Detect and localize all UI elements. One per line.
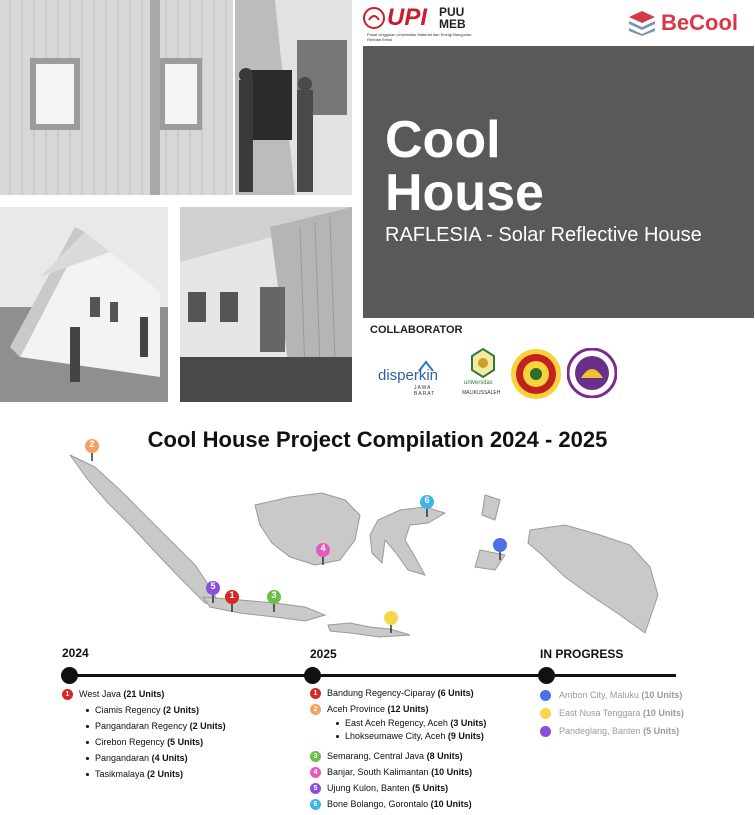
status-dot-icon [540,726,551,737]
item-units: (2 Units) [189,721,226,731]
becool-text: BeCool [661,10,738,35]
bullet-icon [86,773,89,776]
compilation-title: Cool House Project Compilation 2024 - 2025 [147,427,608,452]
bullet-icon [86,709,89,712]
map-pin-head [493,538,507,552]
bullet-icon [86,741,89,744]
item-name: Cirebon Regency [95,737,165,747]
number-badge: 1 [310,688,321,699]
item-name: East Nusa Tenggara [559,708,641,718]
list-item [62,718,226,734]
item-name: West Java [79,689,121,699]
item-units: (10 Units) [430,799,472,809]
upi-puu-meb-logo [363,4,475,42]
item-name: Banjar, South Kalimantan [327,767,429,777]
upi-emblem-icon [363,7,385,29]
becool-stack-icon [628,10,656,36]
item-units: (12 Units) [387,704,429,714]
list-item [62,734,226,750]
map-pin-label: 3 [271,590,277,600]
sumatra-island [70,455,220,605]
item-units: (5 Units) [643,726,680,736]
title-subtitle: RAFLESIA - Solar Reflective House [385,224,702,246]
list-item [540,722,684,740]
list-2024 [62,686,226,782]
bullet-icon [86,725,89,728]
list-item [62,750,226,766]
in-progress-label: IN PROGRESS [540,647,624,661]
map-pin-icon [492,537,508,561]
list-in-progress [540,686,684,740]
map-pin-label: 1 [229,590,235,600]
list-item [310,780,486,796]
map-pin-ambon [492,537,508,561]
item-name: Bone Bolango, Gorontalo [327,799,429,809]
upi-line2: MEB [439,17,466,31]
map-pin-head [384,611,398,625]
item-units: (4 Units) [151,753,188,763]
item-name: Aceh Province [327,704,386,714]
timeline-node-2025 [304,667,321,684]
list-item [62,702,226,718]
number-badge: 1 [62,689,73,700]
disperkim-logo [376,360,454,397]
list-item [310,764,486,780]
number-badge: 2 [310,704,321,715]
title-cool: Cool [385,111,501,169]
map-pin-label: 4 [320,543,326,553]
number-badge: 3 [310,751,321,762]
becool-logo [628,8,740,38]
collaborator-label: COLLABORATOR [370,324,463,336]
map-pin-1 [224,589,240,613]
map-pin-6 [419,494,435,518]
list-item [310,730,486,748]
malikussaleh-sub: MALIKUSSALEH [462,390,501,396]
item-units: (8 Units) [426,751,463,761]
item-units: (10 Units) [431,767,473,777]
malikussaleh-emblem-icon [470,348,496,378]
list-item [310,701,486,717]
list-item [310,796,486,812]
upi-caption: Pusat Unggulan Universitas Material dan Energi Bangunan Rendah Emisi [367,32,472,42]
map-pin-label: 2 [89,439,95,449]
item-units: (2 Units) [147,769,184,779]
item-name: Ciamis Regency [95,705,161,715]
status-dot-icon [540,708,551,719]
upi-mark: UPI [387,4,428,31]
item-name: Ujung Kulon, Banten [327,783,410,793]
map-pin-3 [266,589,282,613]
map-pin-4 [315,542,331,566]
item-name: Bandung Regency-Ciparay [327,688,436,698]
item-units: (2 Units) [163,705,200,715]
item-name: Semarang, Central Java [327,751,425,761]
item-units: (6 Units) [437,688,474,698]
timeline-node-in-progress [538,667,555,684]
upi-line1: PUU [439,5,465,19]
list-item [310,748,486,764]
list-item [310,685,486,701]
timeline-axis [68,674,676,677]
map-pin-2 [84,438,100,462]
malikussaleh-name: universitas [464,380,493,386]
list-item [62,686,226,702]
photo-house-hillside [0,207,168,402]
borneo-island [255,493,360,565]
papua-island [528,525,658,633]
java-island [203,597,325,621]
photo-house-front [180,207,352,402]
indonesia-map [60,445,670,645]
bullet-icon [336,735,339,738]
year-2024-label: 2024 [62,646,89,660]
item-name: Tasikmalaya [95,769,145,779]
disperkim-name: disperkin [378,367,439,384]
item-units: (10 Units) [641,690,683,700]
number-badge: 4 [310,767,321,778]
item-units: (5 Units) [412,783,449,793]
university-seal-red-yellow-icon [510,348,562,400]
item-units: (21 Units) [123,689,165,699]
year-2025-label: 2025 [310,647,337,661]
list-item [540,704,684,722]
item-name: East Aceh Regency, Aceh [345,718,448,728]
halmahera-island [482,495,500,520]
item-units: (3 Units) [450,718,487,728]
list-2025 [310,685,486,812]
number-badge: 5 [310,783,321,794]
map-pin-icon [383,610,399,634]
disperkim-sub: JAWA BARAT [414,385,436,397]
item-units: (5 Units) [167,737,204,747]
map-pin-east-nusa-tenggara [383,610,399,634]
bullet-icon [86,757,89,760]
title-panel [363,46,754,318]
item-name: Lhokseumawe City, Aceh [345,731,446,741]
item-name: Ambon City, Maluku [559,690,639,700]
item-name: Pangandaran [95,753,150,763]
malikussaleh-logo [462,348,504,402]
item-name: Pandeglang, Banten [559,726,641,736]
item-name: Pangandaran Regency [95,721,188,731]
photo-house-workers [235,0,352,195]
item-units: (10 Units) [642,708,684,718]
list-item [310,717,486,730]
status-dot-icon [540,690,551,701]
timeline-node-2024 [61,667,78,684]
map-pin-5 [205,580,221,604]
list-item [62,766,226,782]
number-badge: 6 [310,799,321,810]
photo-house-windows [0,0,233,195]
map-pin-label: 6 [424,495,430,505]
item-units: (9 Units) [447,731,484,741]
bullet-icon [336,722,339,725]
title-house: House [385,164,544,222]
list-item [540,686,684,704]
university-seal-purple-icon [567,348,617,398]
map-pin-label: 5 [210,581,216,591]
